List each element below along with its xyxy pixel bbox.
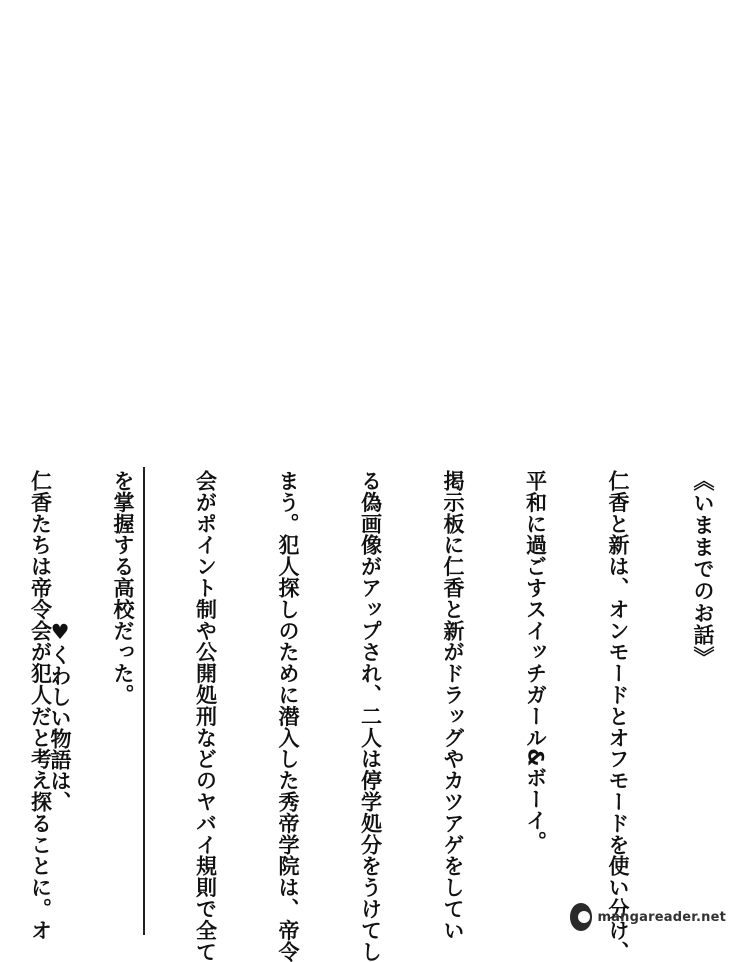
summary-line: 会がポイント制や公開処刑などのヤバイ規則で全て [193,470,218,962]
summary-line: 仁香と新は、オンモードとオフモードを使い分け、 [606,470,630,962]
series-info [8,620,140,936]
info-line: ♥くわしい物語は、 [48,620,72,812]
column-divider [143,467,145,935]
summary-line: 平和に過ごすスイッチガール&ボーイ。 [523,470,548,853]
summary-line: 仁香たちは帝令会が犯人だと考え探ることに。オ [28,470,53,941]
series-info-body [8,620,140,936]
summary-line: まう。犯人探しのために潜入した秀帝学院は、帝令 [276,470,300,962]
site-watermark [570,900,726,934]
summary-line: る偽画像がアップされ、二人は停学処分をうけてし [358,470,383,962]
summary-heading: 《いままでのお話》 [691,470,715,668]
summary-line: 掲示板に仁香と新がドラッグやカツアゲをしてい [441,470,465,941]
watermark-logo-icon [570,903,592,931]
summary-line: を掌握する高校だった。 [111,470,135,706]
watermark-text: mangareader.net [597,909,726,925]
